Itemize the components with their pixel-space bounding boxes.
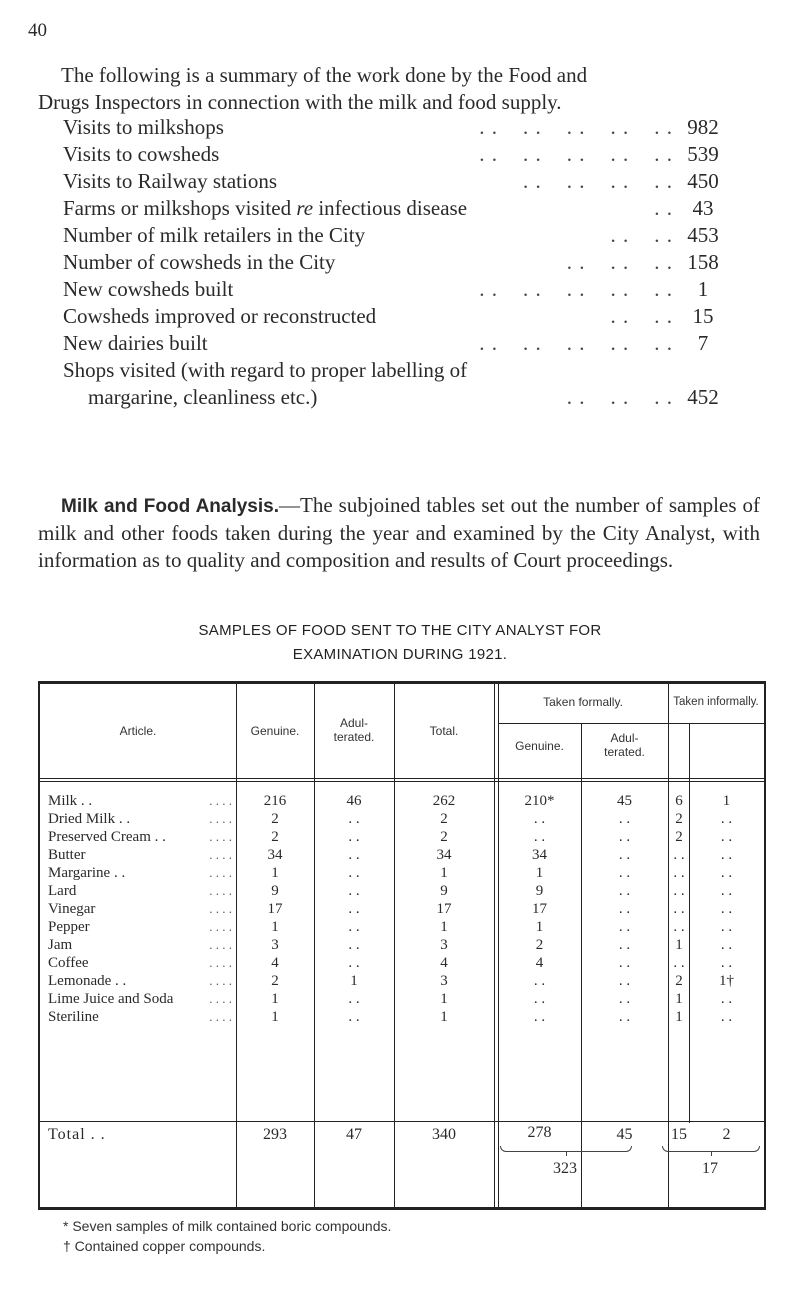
- total-genuine: 293: [263, 1126, 287, 1143]
- cell-genuine: 1: [271, 919, 279, 935]
- summary-item: [63, 114, 753, 141]
- cell-informal-adulterated: . .: [720, 829, 733, 845]
- cell-genuine: 34: [267, 847, 283, 863]
- cell-genuine: 2: [271, 811, 279, 827]
- leader-dots: . . . .: [209, 883, 232, 898]
- summary-label: Number of cowsheds in the City: [63, 249, 341, 276]
- cell-total: 1: [440, 991, 448, 1007]
- cell-informal-genuine: 2: [675, 973, 683, 989]
- summary-value: 15: [692, 304, 714, 328]
- cell-informal-adulterated: . .: [720, 811, 733, 827]
- leader-dots: . .: [654, 196, 673, 220]
- summary-label-emphasis: re: [296, 196, 314, 220]
- leader-dots: . . . .: [209, 919, 232, 934]
- table-row: [38, 846, 766, 864]
- cell-total: 17: [436, 901, 452, 917]
- cell-formal-genuine: 2: [535, 937, 544, 953]
- cell-total-label: Total . .: [48, 1126, 106, 1143]
- header-sub-rule: [498, 723, 764, 724]
- cell-article: Lard: [48, 882, 80, 900]
- table-row: [38, 900, 766, 918]
- cell-adulterated: . .: [348, 919, 360, 935]
- summary-label-part: infectious disease: [313, 196, 468, 220]
- header-taken-formally: Taken formally.: [543, 695, 623, 709]
- leader-dots: . . . . . .: [566, 250, 673, 274]
- analysis-text: —The subjoined tables set out the number of samples of milk and other foods taken during the year and examined by the City Analyst, with information as to quality and composition and results of Court proceedings.: [38, 493, 760, 572]
- cell-genuine: 9: [271, 883, 279, 899]
- cell-informal-adulterated: . .: [720, 937, 733, 953]
- cell-formal-adulterated: . .: [618, 883, 631, 899]
- leader-dots: . . . . . . . .: [523, 169, 673, 193]
- total-formal-sum: 323: [553, 1160, 577, 1177]
- table-row: [38, 990, 766, 1008]
- cell-informal-adulterated: 1: [722, 793, 731, 809]
- cell-informal-genuine: . .: [673, 901, 685, 917]
- cell-informal-adulterated: . .: [720, 955, 733, 971]
- cell-informal-adulterated: . .: [720, 1009, 733, 1025]
- cell-informal-genuine: . .: [673, 847, 685, 863]
- cell-total: 4: [440, 955, 448, 971]
- cell-informal-genuine: . .: [673, 865, 685, 881]
- summary-item: [63, 330, 753, 357]
- header-genuine: Genuine.: [250, 724, 300, 738]
- header-bottom-rule-2: [40, 781, 764, 782]
- cell-article: Pepper: [48, 918, 94, 936]
- table-row: [38, 936, 766, 954]
- table-title-line-1: SAMPLES OF FOOD SENT TO THE CITY ANALYST FOR: [198, 622, 602, 639]
- cell-adulterated: 1: [350, 973, 358, 989]
- cell-formal-adulterated: . .: [618, 937, 631, 953]
- summary-label-continued: margarine, cleanliness etc.): [88, 384, 323, 411]
- cell-formal-genuine: . .: [533, 829, 546, 845]
- summary-label: [63, 195, 473, 222]
- cell-formal-adulterated: . .: [618, 829, 631, 845]
- cell-informal-genuine: 2: [675, 829, 683, 845]
- table-row: [38, 810, 766, 828]
- cell-informal-genuine: 1: [675, 991, 683, 1007]
- summary-label-part: Farms or milkshops visited: [63, 196, 297, 220]
- cell-total: 1: [440, 865, 448, 881]
- cell-informal-adulterated: . .: [720, 847, 733, 863]
- leader-dots: . . . .: [209, 847, 232, 862]
- cell-formal-adulterated: . .: [618, 811, 631, 827]
- cell-genuine: 216: [263, 793, 287, 809]
- cell-total: 2: [440, 829, 448, 845]
- cell-total: 262: [432, 793, 456, 809]
- cell-formal-adulterated: 45: [617, 793, 632, 809]
- summary-item: [63, 168, 753, 195]
- summary-value: 158: [687, 250, 719, 274]
- cell-article: Coffee: [48, 954, 93, 972]
- leader-dots: . . . .: [209, 937, 232, 952]
- cell-formal-genuine: 1: [535, 865, 544, 881]
- summary-value: 1: [697, 277, 709, 301]
- leader-dots: . . . . . . . . . .: [479, 115, 673, 139]
- summary-value: 539: [687, 142, 719, 166]
- cell-total: 3: [440, 937, 448, 953]
- cell-adulterated: . .: [348, 847, 360, 863]
- summary-label: New cowsheds built: [63, 276, 239, 303]
- cell-article: Jam: [48, 936, 76, 954]
- cell-adulterated: . .: [348, 901, 360, 917]
- cell-informal-adulterated: 1†: [719, 973, 734, 989]
- total-informal-adulterated: 2: [722, 1126, 731, 1143]
- cell-formal-adulterated: . .: [618, 1009, 631, 1025]
- footnote-boric: * Seven samples of milk contained boric compounds.: [63, 1218, 392, 1234]
- cell-formal-adulterated: . .: [618, 991, 631, 1007]
- cell-article: Margarine . .: [48, 864, 129, 882]
- cell-article: Dried Milk . .: [48, 810, 134, 828]
- cell-formal-genuine: . .: [533, 991, 546, 1007]
- intro-line-2: Drugs Inspectors in connection with the milk and food supply.: [38, 90, 562, 114]
- table-row: [38, 792, 766, 810]
- leader-dots: . . . . . . . . . .: [479, 142, 673, 166]
- cell-article: Lime Juice and Soda: [48, 990, 177, 1008]
- cell-genuine: 4: [271, 955, 279, 971]
- cell-adulterated: . .: [348, 991, 360, 1007]
- table-bottom-rule: [38, 1207, 766, 1210]
- leader-dots: . . . .: [209, 991, 232, 1006]
- summary-value: 982: [687, 115, 719, 139]
- table-top-rule: [38, 681, 766, 684]
- cell-article: Preserved Cream . .: [48, 828, 170, 846]
- leader-dots: . . . .: [209, 829, 232, 844]
- total-row: [38, 1126, 766, 1206]
- brace-formal: [500, 1146, 632, 1152]
- cell-genuine: 17: [267, 901, 283, 917]
- cell-formal-adulterated: . .: [618, 955, 631, 971]
- cell-genuine: 1: [271, 865, 279, 881]
- cell-formal-adulterated: . .: [618, 901, 631, 917]
- leader-dots: . . . .: [209, 955, 232, 970]
- cell-formal-genuine: 9: [535, 883, 544, 899]
- summary-item: [63, 303, 753, 330]
- total-total: 340: [432, 1126, 456, 1143]
- cell-informal-adulterated: . .: [720, 991, 733, 1007]
- cell-formal-adulterated: . .: [618, 847, 631, 863]
- summary-item: [63, 276, 753, 303]
- header-total: Total.: [429, 724, 459, 738]
- leader-dots: . . . .: [209, 901, 232, 916]
- footnote-copper: † Contained copper compounds.: [63, 1238, 266, 1254]
- cell-genuine: 1: [271, 991, 279, 1007]
- cell-adulterated: . .: [348, 865, 360, 881]
- summary-item: [63, 141, 753, 168]
- cell-adulterated: . .: [348, 937, 360, 953]
- summary-label: New dairies built: [63, 330, 214, 357]
- header-article: Article.: [119, 724, 157, 738]
- total-top-rule: [40, 1121, 764, 1122]
- leader-dots: . . . .: [209, 973, 232, 988]
- cell-informal-adulterated: . .: [720, 865, 733, 881]
- summary-label: Visits to cowsheds: [63, 141, 225, 168]
- cell-informal-genuine: . .: [673, 955, 685, 971]
- cell-informal-genuine: 2: [675, 811, 683, 827]
- cell-total: 3: [440, 973, 448, 989]
- table-row: [38, 882, 766, 900]
- page-number: 40: [28, 20, 47, 41]
- summary-label: Visits to milkshops: [63, 114, 230, 141]
- cell-total: 34: [436, 847, 452, 863]
- leader-dots: . . . .: [209, 1009, 232, 1024]
- summary-value: 450: [687, 169, 719, 193]
- cell-informal-genuine: . .: [673, 919, 685, 935]
- cell-adulterated: . .: [348, 1009, 360, 1025]
- cell-genuine: 1: [271, 1009, 279, 1025]
- intro-paragraph: [38, 62, 758, 116]
- cell-formal-genuine: 1: [535, 919, 544, 935]
- cell-informal-adulterated: . .: [720, 919, 733, 935]
- cell-total: 1: [440, 919, 448, 935]
- cell-formal-adulterated: . .: [618, 865, 631, 881]
- brace-tip: [566, 1151, 567, 1156]
- header-formal-genuine: Genuine.: [515, 739, 564, 753]
- cell-informal-genuine: 1: [675, 1009, 683, 1025]
- cell-article: Butter: [48, 846, 90, 864]
- inspection-summary-list: [63, 114, 753, 411]
- leader-dots: . . . .: [610, 304, 673, 328]
- analysis-paragraph: [38, 492, 760, 574]
- cell-informal-adulterated: . .: [720, 883, 733, 899]
- header-adulterated-l2: terated.: [333, 730, 375, 744]
- table-row: [38, 864, 766, 882]
- summary-label: Cowsheds improved or reconstructed: [63, 303, 382, 330]
- summary-item: [63, 357, 753, 411]
- total-adulterated: 47: [346, 1126, 362, 1143]
- summary-value: 43: [692, 196, 714, 220]
- cell-adulterated: . .: [348, 955, 360, 971]
- header-adulterated: [314, 716, 394, 744]
- summary-label: Number of milk retailers in the City: [63, 222, 371, 249]
- total-informal-sum: 17: [702, 1160, 718, 1177]
- cell-adulterated: . .: [348, 811, 360, 827]
- cell-adulterated: 46: [346, 793, 362, 809]
- cell-informal-genuine: . .: [673, 883, 685, 899]
- header-bottom-rule: [40, 778, 764, 779]
- leader-dots: . . . .: [209, 865, 232, 880]
- cell-genuine: 3: [271, 937, 279, 953]
- table-row: [38, 1008, 766, 1026]
- cell-formal-genuine: 17: [532, 901, 547, 917]
- cell-article: Steriline: [48, 1008, 103, 1026]
- cell-article: Vinegar: [48, 900, 99, 918]
- leader-dots: . . . .: [610, 223, 673, 247]
- table-row: [38, 828, 766, 846]
- leader-dots: . . . .: [209, 811, 232, 826]
- intro-line-1: The following is a summary of the work done by the Food and: [61, 63, 588, 87]
- summary-label: Shops visited (with regard to proper labelling of: [63, 358, 468, 382]
- cell-informal-genuine: 6: [675, 793, 683, 809]
- summary-value: 7: [697, 331, 709, 355]
- brace-tip: [711, 1151, 712, 1156]
- summary-label: Visits to Railway stations: [63, 168, 283, 195]
- summary-item: [63, 195, 753, 222]
- summary-item: [63, 222, 753, 249]
- cell-formal-genuine: 4: [535, 955, 544, 971]
- header-taken-informally: Taken informally.: [673, 696, 759, 708]
- leader-dots: . . . . . . . . . .: [479, 277, 673, 301]
- table-title-line-2: EXAMINATION DURING 1921.: [292, 646, 508, 663]
- summary-value: 452: [687, 385, 719, 409]
- cell-formal-genuine: . .: [533, 811, 546, 827]
- cell-formal-genuine: 34: [532, 847, 547, 863]
- cell-adulterated: . .: [348, 829, 360, 845]
- cell-formal-adulterated: . .: [618, 919, 631, 935]
- cell-informal-genuine: 1: [675, 937, 683, 953]
- cell-total: 2: [440, 811, 448, 827]
- total-formal-adulterated: 45: [616, 1126, 633, 1143]
- table-row: [38, 972, 766, 990]
- header-adulterated-l1: Adul-: [339, 716, 368, 730]
- summary-value: 453: [687, 223, 719, 247]
- cell-total: 9: [440, 883, 448, 899]
- cell-genuine: 2: [271, 973, 279, 989]
- leader-dots: . . . .: [209, 793, 232, 808]
- cell-formal-genuine: . .: [533, 1009, 546, 1025]
- table-row: [38, 954, 766, 972]
- cell-adulterated: . .: [348, 883, 360, 899]
- cell-formal-genuine: . .: [533, 973, 546, 989]
- cell-article: Lemonade . .: [48, 972, 130, 990]
- summary-item: [63, 249, 753, 276]
- cell-formal-genuine: 210*: [524, 793, 555, 809]
- cell-formal-adulterated: . .: [618, 973, 631, 989]
- analysis-heading: Milk and Food Analysis.: [61, 496, 279, 517]
- header-sub-adul-l2: terated.: [604, 745, 645, 759]
- cell-total: 1: [440, 1009, 448, 1025]
- cell-genuine: 2: [271, 829, 279, 845]
- cell-informal-adulterated: . .: [720, 901, 733, 917]
- total-formal-genuine: 278: [527, 1124, 552, 1141]
- total-informal-genuine: 15: [671, 1126, 687, 1143]
- table-row: [38, 918, 766, 936]
- leader-dots: . . . . . .: [566, 385, 673, 409]
- header-sub-adul-l1: Adul-: [610, 731, 639, 745]
- brace-informal: [662, 1146, 760, 1152]
- cell-article: Milk . .: [48, 792, 96, 810]
- leader-dots: . . . . . . . . . .: [479, 331, 673, 355]
- header-formal-adulterated: [581, 731, 668, 759]
